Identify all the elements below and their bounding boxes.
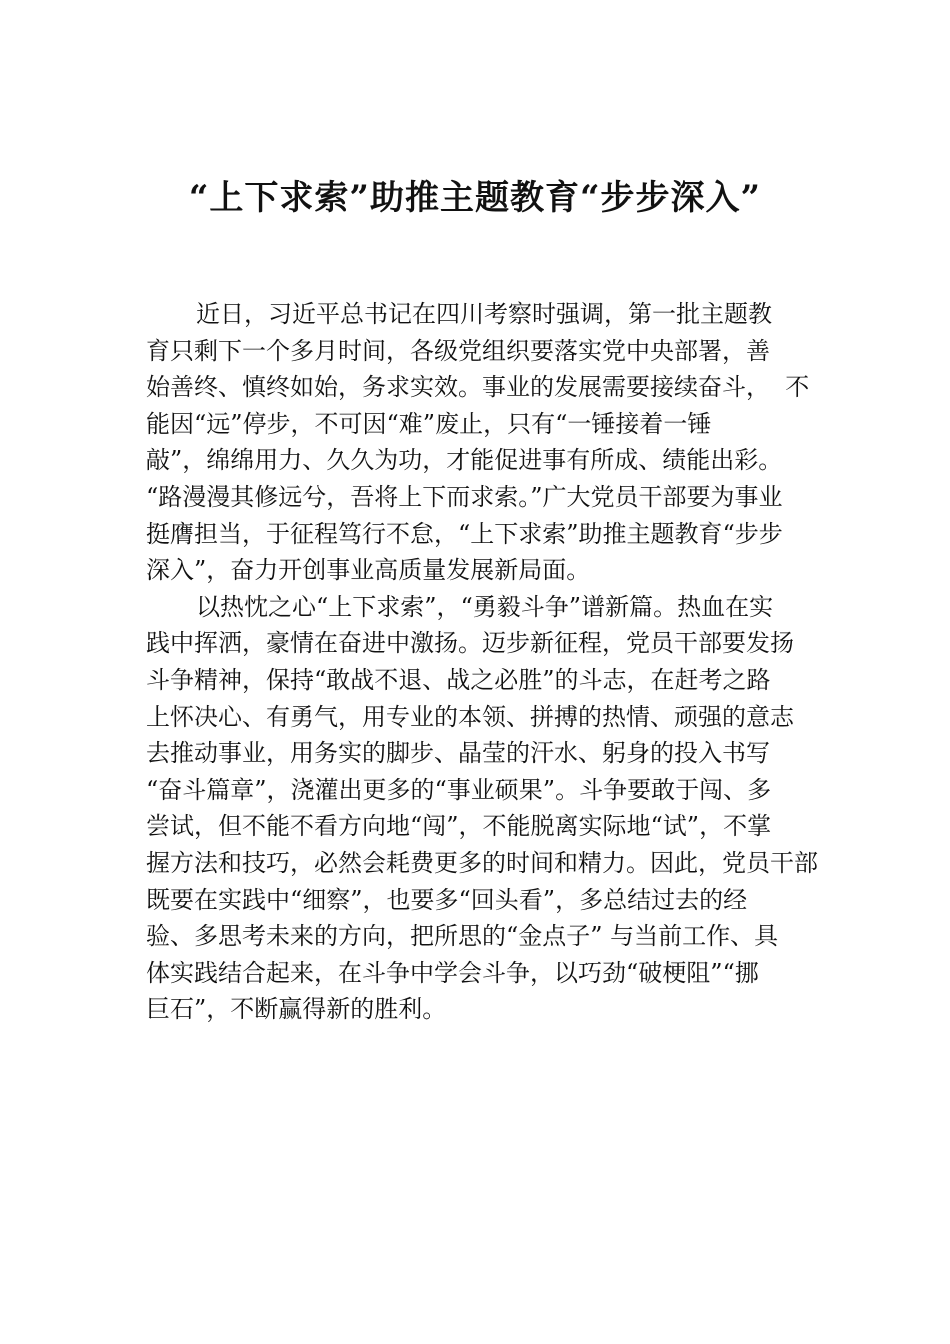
paragraph-line: 体实践结合起来，在斗争中学会斗争，以巧劲“破梗阻”“挪: [146, 958, 759, 987]
paragraph-line: 始善终、慎终如始，务求实效。事业的发展需要接续奋斗， 不: [146, 373, 810, 402]
paragraph-line: “奋斗篇章”，浇灌出更多的“事业硕果”。斗争要敢于闯、多: [146, 775, 772, 804]
paragraph-line: 近日，习近平总书记在四川考察时强调，第一批主题教: [196, 300, 772, 328]
paragraph-line: 去推动事业，用务实的脚步、晶莹的汗水、躬身的投入书写: [146, 739, 770, 768]
paragraph-line: 育只剩下一个多月时间，各级党组织要落实党中央部署，善: [146, 336, 770, 365]
paragraph-line: 能因“远”停步，不可因“难”废止，只有“一锤接着一锤: [146, 409, 712, 438]
paragraph-line: 既要在实践中“细察”，也要多“回头看”，多总结过去的经: [146, 885, 748, 914]
paragraph-line: “路漫漫其修远兮，吾将上下而求索。”广大党员干部要为事业: [146, 482, 783, 511]
paragraph-line: 尝试，但不能不看方向地“闯”，不能脱离实际地“试”，不掌: [146, 812, 772, 841]
paragraph-line: 验、多思考未来的方向，把所思的“金点子” 与当前工作、具: [146, 922, 779, 951]
paragraph-line: 挺膺担当，于征程笃行不怠，“上下求索”助推主题教育“步步: [146, 519, 783, 548]
document-title: “上下求索”助推主题教育“步步深入”: [188, 178, 762, 218]
paragraph-line: 以热忱之心“上下求索”，“勇毅斗争”谱新篇。热血在实: [196, 592, 774, 621]
paragraph-line: 践中挥洒，豪情在奋进中激扬。迈步新征程，党员干部要发扬: [146, 629, 794, 658]
paragraph-line: 深入”，奋力开创事业高质量发展新局面。: [146, 556, 591, 585]
document-body: [146, 296, 826, 1028]
paragraph-line: 上怀决心、有勇气，用专业的本领、拼搏的热情、顽强的意志: [146, 702, 794, 731]
paragraph-line: 巨石”，不断赢得新的胜利。: [146, 995, 447, 1024]
paragraph-2: [146, 589, 826, 1028]
paragraph-line: 敲”，绵绵用力、久久为功，才能促进事有所成、绩能出彩。: [146, 446, 783, 475]
paragraph-line: 斗争精神，保持“敢战不退、战之必胜”的斗志，在赶考之路: [146, 665, 771, 694]
paragraph-1: [146, 296, 826, 589]
paragraph-line: 握方法和技巧，必然会耗费更多的时间和精力。因此，党员干部: [146, 848, 818, 877]
